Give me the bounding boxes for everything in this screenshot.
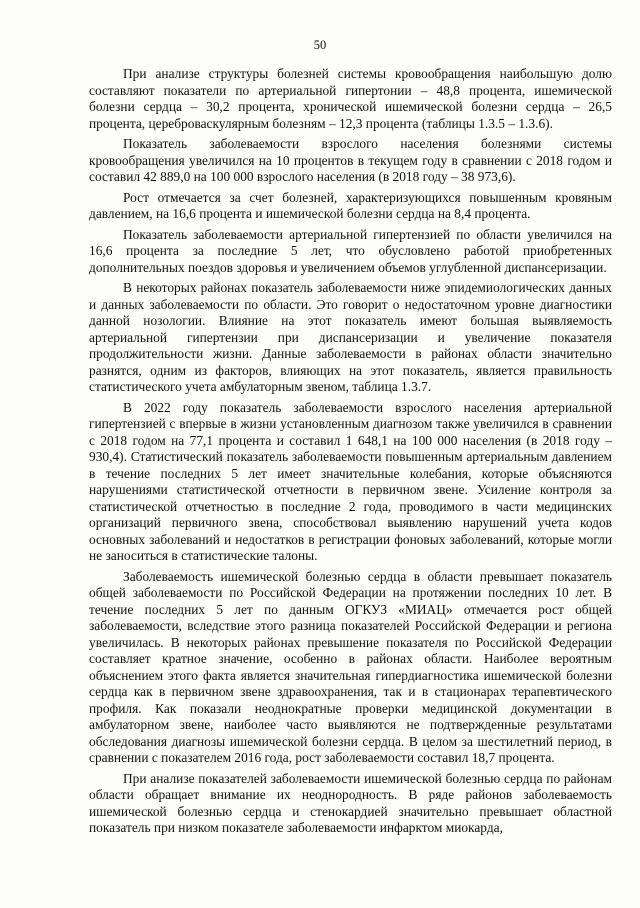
paragraph-district-heterogeneity: При анализе показателей заболеваемости ишемической болезнью сердца по районам области обращает внимание их неоднородность. В ряде районов заболеваемость ишемической болезнью сердца и стенокардией значительно превышает областной показатель при низком показателе заболеваемости инфарктом миокарда,	[89, 770, 612, 835]
paragraph-district-variation: В некоторых районах показатель заболеваемости ниже эпидемиологических данных и данных заболеваемости по области. Это говорит о недостаточном уровне диагностики данной нозологии. Влияние на этот показатель имеют большая выявляемость артериальной гипертензии при диспансеризации и увеличение показателя продолжительности жизни. Данные заболеваемости в районах области значительно разнятся, одним из факторов, влияющих на этот показатель, является правильность статистического учета амбулаторным звеном, таблица 1.3.7.	[89, 280, 612, 394]
paragraph-2022-hypertension: В 2022 году показатель заболеваемости взрослого населения артериальной гипертензией с впервые в жизни установленным диагнозом также увеличился в сравнении с 2018 годом на 77,1 процента и составил 1 648,1 на 100 000 населения (в 2018 году – 930,4). Статистический показатель заболеваемости повышенным артериальным давлением в течение последних 5 лет имеет значительные колебания, которые объясняются нарушениями статистической отчетности в первичном звене. Усиление контроля за статистической отчетностью в последние 2 года, проводимого в части медицинских организаций первичного звена, способствовал выявлению нарушений учета кодов основных заболеваний и недостатков в регистрации фоновых заболеваний, которые могли не заноситься в статистические талоны.	[89, 399, 612, 563]
page-number: 50	[313, 38, 327, 52]
body-text	[89, 66, 612, 837]
paragraph-growth-causes: Рост отмечается за счет болезней, характеризующихся повышенным кровяным давлением, на 16,6 процента и ишемической болезни сердца на 8,4 процента.	[89, 189, 612, 221]
paragraph-morbidity-increase: Показатель заболеваемости взрослого населения болезнями системы кровообращения увеличился на 10 процентов в текущем году в сравнении с 2018 годом и составил 42 889,0 на 100 000 взрослого населения (в 2018 году – 38 973,6).	[89, 136, 612, 184]
paragraph-hypertension-five-years: Показатель заболеваемости артериальной гипертензией по области увеличился на 16,6 процента за последние 5 лет, что обусловлено работой приобретенных дополнительных поездов здоровья и увеличением объемов углубленной диспансеризации.	[89, 226, 612, 275]
paragraph-ischemic-disease: Заболеваемость ишемической болезнью сердца в области превышает показатель общей заболеваемости по Российской Федерации на протяжении последних 10 лет. В течение последних 5 лет по данным ОГКУЗ «МИАЦ» отмечается рост общей заболеваемости, вследствие этого разница показателей Российской Федерации и региона увеличилась. В некоторых районах превышение показателя по Российской Федерации составляет кратное значение, особенно в районах области. Наиболее вероятным объяснением этого факта является значительная гипердиагностика ишемической болезни сердца как в первичном звене здравоохранения, так и в стационарах терапевтического профиля. Как показали неоднократные проверки медицинской документации в амбулаторном звене, наиболее часто выявляются не подтвержденные результатами обследования диагнозы ишемической болезни сердца. В целом за шестилетний период, в сравнении с показателем 2016 года, рост заболеваемости составил 18,7 процента.	[89, 568, 612, 765]
paragraph-circulatory-structure: При анализе структуры болезней системы кровообращения наибольшую долю составляют показатели по артериальной гипертонии – 48,8 процента, ишемической болезни сердца – 30,2 процента, хронической ишемической болезни сердца – 26,5 процента, цереброваскулярным болезням – 12,3 процента (таблицы 1.3.5 – 1.3.6).	[89, 66, 612, 131]
